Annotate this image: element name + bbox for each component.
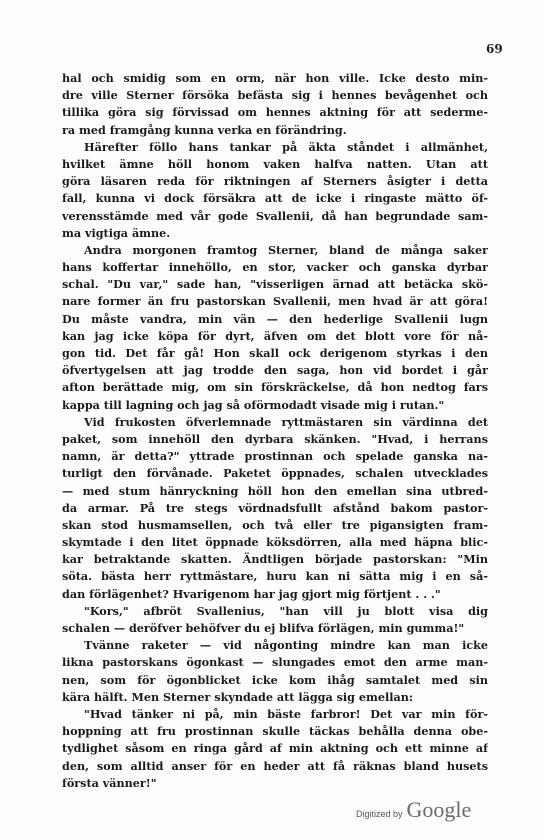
text-line: kappa till lagning och jag så oförmodadt visade mig i rutan." bbox=[62, 397, 445, 412]
text-line: paket, som innehöll den dyrbara skänken. "Hvad, i herrans bbox=[62, 431, 488, 446]
body-text bbox=[62, 70, 488, 792]
text-line: dan förlägenhet? Hvarigenom har jag gjort mig förtjent . . ." bbox=[62, 586, 441, 601]
page-number: 69 bbox=[486, 42, 503, 56]
text-line: turligt den förvånade. Paketet öppnades, schalen utvecklades bbox=[62, 466, 488, 481]
text-line: hoppning att fru prostinnan skulle täckas behålla denna obe- bbox=[62, 724, 488, 739]
text-line: nen, som för ögonblicket icke kom ihåg samtalet med sin bbox=[62, 672, 488, 687]
text-line: söta. bästa herr ryttmästare, huru kan ni sätta mig i en så- bbox=[62, 569, 488, 584]
text-line: kära hälft. Men Sterner skyndade att lägga sig emellan: bbox=[62, 689, 413, 704]
text-line: Du måste vandra, min vän — den hederlige Svallenii lugn bbox=[62, 311, 488, 326]
text-line: dre ville Sterner försöka befästa sig i hennes bevågenhet och bbox=[62, 88, 488, 103]
text-line: göra läsaren reda för riktningen af Sterners åsigter i detta bbox=[62, 174, 488, 189]
text-line: ra med framgång kunna verka en förändring. bbox=[62, 122, 347, 137]
text-line: schal. "Du var," sade han, "visserligen ärnad att betäcka skö- bbox=[62, 277, 488, 292]
text-line: nare former än fru pastorskan Svallenii, men hvad är att göra! bbox=[62, 294, 488, 309]
text-line: öfvertygelsen att jag trodde den saga, hon vid bordet i går bbox=[62, 363, 488, 378]
text-line: Vid frukosten öfverlemnade ryttmästaren sin värdinna det bbox=[84, 414, 488, 429]
digitized-by-watermark bbox=[356, 797, 471, 823]
text-line: likna pastorskans ögonkast — slungades emot den arme man- bbox=[62, 655, 488, 670]
text-line: namn, är detta?" yttrade prostinnan och spelade ganska na- bbox=[62, 449, 488, 464]
text-line: kar betraktande skatten. Ändtligen började pastorskan: "Min bbox=[62, 552, 488, 567]
digitized-by-label: Digitized by bbox=[356, 809, 403, 819]
text-line: "Kors," afbröt Svallenius, "han vill ju blott visa dig bbox=[84, 603, 488, 618]
text-line: tillika göra sig förvissad om hennes aktning för att sederme- bbox=[62, 105, 488, 120]
text-line: skymtade i den litet öppnade köksdörren, alla med häpna blic- bbox=[62, 535, 488, 550]
text-line: afton berättade mig, om sin förskräckelse, då hon nedtog fars bbox=[62, 380, 488, 395]
text-line: gon tid. Det får gå! Hon skall ock derigenom styrkas i den bbox=[62, 346, 488, 361]
text-line: — med stum hänryckning höll hon den emellan sina utbred- bbox=[62, 483, 488, 498]
text-line: ma vigtiga ämne. bbox=[62, 225, 171, 240]
text-line: schalen — deröfver behöfver du ej blifva förlägen, min gumma!" bbox=[62, 621, 465, 636]
text-line: kan jag icke köpa för dyrt, äfven om det blott vore för nå- bbox=[62, 328, 488, 343]
text-line: fall, kunna vi dock försäkra att de icke i ringaste mätto öf- bbox=[62, 191, 488, 206]
google-logo: Google bbox=[406, 797, 472, 822]
text-line: Tvänne raketer — vid någonting mindre kan man icke bbox=[84, 638, 488, 653]
text-line: hal och smidig som en orm, när hon ville. Icke desto min- bbox=[62, 71, 488, 85]
text-line: verensstämde med vår gode Svallenii, då han begrundade sam- bbox=[62, 208, 488, 223]
text-line: Andra morgonen framtog Sterner, bland de många saker bbox=[84, 242, 488, 257]
text-line: hans koffertar innehöllo, en stor, vacker och ganska dyrbar bbox=[62, 260, 488, 275]
text-line: skan stod husmamsellen, och två eller tre pigansigten fram- bbox=[62, 517, 488, 532]
text-line: Härefter föllo hans tankar på äkta ståndet i allmänhet, bbox=[84, 139, 488, 154]
text-line: tydlighet såsom en ringa gård af min aktning och ett minne af bbox=[62, 741, 488, 756]
text-line: första vänner!" bbox=[62, 775, 157, 790]
text-line: "Hvad tänker ni på, min bäste farbror! Det var min för- bbox=[84, 707, 488, 722]
text-line: hvilket ämne höll honom vaken halfva natten. Utan att bbox=[62, 156, 488, 171]
text-line: den, som alltid anser för en heder att få räknas bland husets bbox=[62, 758, 488, 773]
text-line: da armar. På tre stegs vördnadsfullt afstånd bakom pastor- bbox=[62, 500, 488, 515]
